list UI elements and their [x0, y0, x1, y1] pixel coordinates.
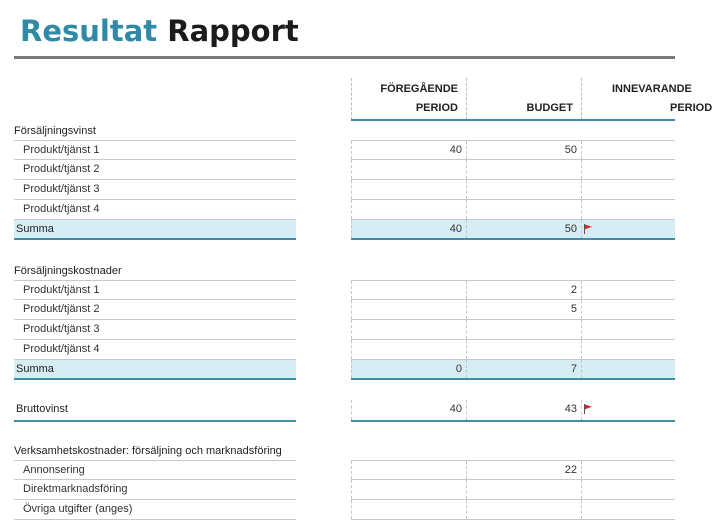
table-row[interactable] [14, 500, 296, 520]
row-label: Produkt/tjänst 1 [23, 144, 100, 156]
sum-data-row[interactable] [351, 360, 675, 380]
data-row[interactable] [351, 320, 675, 340]
cell-budget[interactable]: 2 [570, 284, 577, 296]
column-header-current-line1: INNEVARANDE [612, 83, 692, 95]
data-row[interactable] [351, 180, 675, 200]
sum-row[interactable] [14, 220, 296, 240]
data-row[interactable] [351, 200, 675, 220]
row-label: Produkt/tjänst 1 [23, 284, 100, 296]
row-label: Produkt/tjänst 2 [23, 303, 100, 315]
table-row[interactable] [14, 340, 296, 360]
table-row[interactable] [14, 160, 296, 180]
section-title-opex: Verksamhetskostnader: försäljning och marknadsföring [14, 445, 282, 457]
sum-previous[interactable]: 0 [455, 363, 462, 375]
red-flag-icon [583, 223, 593, 235]
sum-previous[interactable]: 40 [449, 223, 462, 235]
report-title [20, 14, 299, 48]
cell-budget[interactable]: 50 [564, 144, 577, 156]
row-label: Direktmarknadsföring [23, 483, 128, 495]
sum-label: Summa [16, 363, 54, 375]
table-row[interactable] [14, 200, 296, 220]
sum-row[interactable] [14, 360, 296, 380]
section-title-costs: Försäljningskostnader [14, 265, 122, 277]
data-row[interactable] [351, 160, 675, 180]
cell-previous[interactable]: 40 [449, 144, 462, 156]
table-row[interactable] [14, 140, 296, 160]
data-row[interactable] [351, 340, 675, 360]
data-row[interactable] [351, 480, 675, 500]
table-row[interactable] [14, 460, 296, 480]
row-label: Produkt/tjänst 4 [23, 203, 100, 215]
gross-profit-label: Bruttovinst [16, 403, 68, 415]
cell-budget[interactable]: 5 [570, 303, 577, 315]
title-part-2: Rapport [167, 14, 299, 48]
header-separator [581, 78, 582, 120]
row-label: Produkt/tjänst 3 [23, 183, 100, 195]
column-header-previous-line2: PERIOD [415, 102, 458, 114]
row-label: Annonsering [23, 464, 85, 476]
column-header-budget[interactable] [475, 80, 573, 118]
header-separator [351, 78, 352, 120]
table-row[interactable] [14, 280, 296, 300]
gross-budget[interactable]: 43 [564, 403, 577, 415]
section-title-sales: Försäljningsvinst [14, 125, 96, 137]
data-row[interactable] [351, 300, 675, 320]
row-label: Övriga utgifter (anges) [23, 503, 133, 515]
row-label: Produkt/tjänst 4 [23, 343, 100, 355]
title-divider [14, 56, 675, 59]
column-header-current-line2: PERIOD [670, 102, 713, 114]
column-header-previous-line1: FÖREGÅENDE [380, 83, 458, 95]
gross-profit-row[interactable] [14, 400, 296, 422]
sum-budget[interactable]: 7 [570, 363, 577, 375]
gross-profit-data-row[interactable] [351, 400, 675, 422]
gross-previous[interactable]: 40 [449, 403, 462, 415]
sum-data-row[interactable] [351, 220, 675, 240]
data-row[interactable] [351, 500, 675, 520]
header-underline [351, 119, 675, 121]
title-part-1: Resultat [20, 14, 158, 48]
data-row[interactable] [351, 140, 675, 160]
row-label: Produkt/tjänst 2 [23, 163, 100, 175]
sum-label: Summa [16, 223, 54, 235]
column-header-budget-label: BUDGET [526, 102, 573, 114]
table-row[interactable] [14, 180, 296, 200]
red-flag-icon [583, 403, 593, 415]
data-row[interactable] [351, 280, 675, 300]
table-row[interactable] [14, 480, 296, 500]
column-header-current[interactable] [590, 80, 722, 118]
data-row[interactable] [351, 460, 675, 480]
header-separator [466, 78, 467, 120]
table-row[interactable] [14, 320, 296, 340]
sum-budget[interactable]: 50 [564, 223, 577, 235]
row-label: Produkt/tjänst 3 [23, 323, 100, 335]
table-row[interactable] [14, 300, 296, 320]
cell-budget[interactable]: 22 [564, 464, 577, 476]
column-header-previous[interactable] [360, 80, 458, 118]
